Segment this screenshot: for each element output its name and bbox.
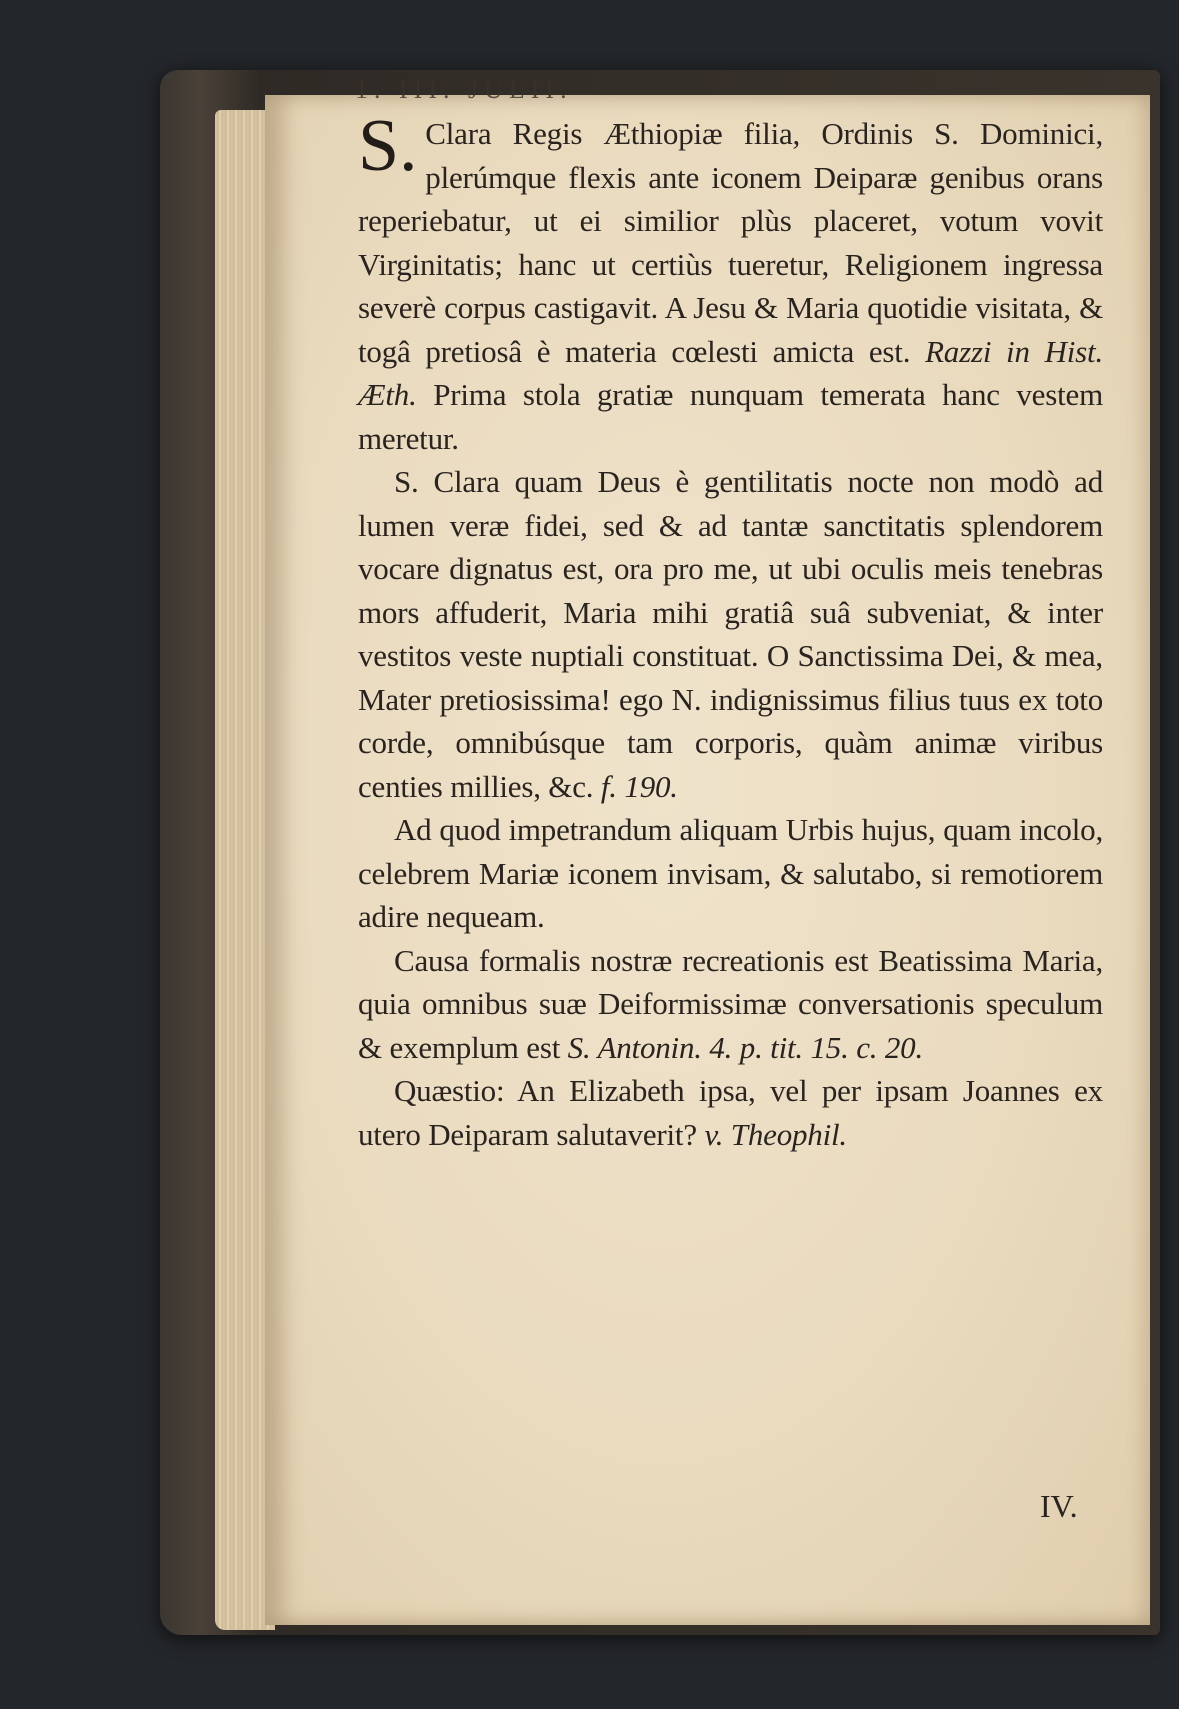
- paragraph-3: [358, 808, 1103, 939]
- paragraph-4: [358, 939, 1103, 1070]
- paragraph-4-body: Causa formalis nostræ recreationis est Beatissima Maria, quia omnibus suæ Deiformissimæ conversationis speculum & exemplum est: [358, 942, 1103, 1065]
- paragraph-2-body: S. Clara quam Deus è gentilitatis nocte non modò ad lumen veræ fidei, sed & ad tantæ sanctitatis splendorem vocare dignatus est, ora pro me, ut ubi oculis meis tenebras mors affuderit, Maria mihi gratiâ suâ subveniat, & inter vestitos veste nuptiali constituat. O Sanctissima Dei, & mea, Mater pretiosissima! ego N. indignissimus filius tuus ex toto corde, omnibúsque tam corporis, quàm animæ viribus centies millies, &c.: [358, 464, 1103, 804]
- page-text: [358, 105, 1103, 1156]
- paragraph-1-body: Clara Regis Æthiopiæ filia, Ordinis S. Dominici, plerúmque flexis ante iconem Deiparæ genibus orans reperiebatur, ut ei similior plùs placeret, votum vovit Virginitatis; hanc ut certiùs tueretur, Religionem ingressa severè corpus castigavit. A Jesu & Maria quotidie visitata, & togâ pretiosâ è materia cœlesti amicta est.: [358, 116, 1103, 369]
- folio-reference: f. 190.: [600, 768, 678, 804]
- paragraph-3-body: Ad quod impetrandum aliquam Urbis hujus, quam incolo, celebrem Mariæ iconem invisam, & salutabo, si remotiorem adire nequeam.: [358, 812, 1103, 934]
- catchword: IV.: [1040, 1488, 1078, 1524]
- paragraph-1: [358, 105, 1103, 460]
- running-header-fragment: 1. III. JULII.: [355, 80, 573, 100]
- paragraph-2: [358, 460, 1103, 808]
- paragraph-5-body: Quæstio: An Elizabeth ipsa, vel per ipsam Joannes ex utero Deiparam salutaverit?: [358, 1073, 1103, 1152]
- citation-antonin: S. Antonin. 4. p. tit. 15. c. 20.: [567, 1029, 924, 1065]
- drop-cap: S.: [358, 105, 418, 187]
- paragraph-1-tail: Prima stola gratiæ nunquam temerata hanc vestem meretur.: [358, 377, 1103, 456]
- citation-theophil: v. Theophil.: [704, 1116, 847, 1152]
- paragraph-5: [358, 1069, 1103, 1156]
- citation-razzi: Razzi in Hist. Æth.: [358, 333, 1103, 412]
